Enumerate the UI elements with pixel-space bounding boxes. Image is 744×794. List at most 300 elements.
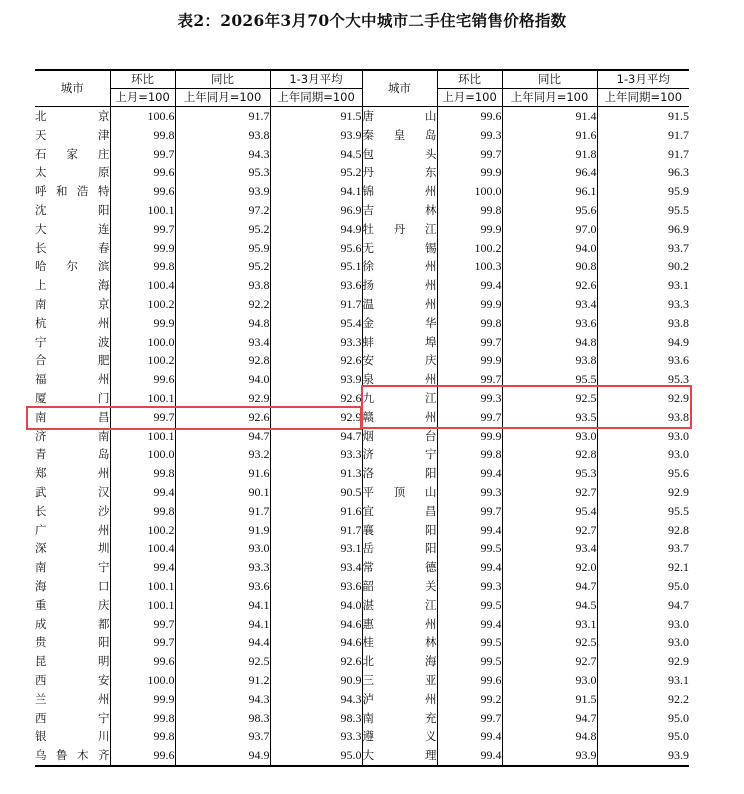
mom-value-right: 99.4: [437, 464, 502, 483]
avg-value-right: 93.0: [597, 633, 689, 652]
yoy-value-left: 92.9: [175, 389, 270, 408]
header-mom-right: 环比: [437, 70, 502, 89]
yoy-value-left: 95.2: [175, 257, 270, 276]
avg-value-right: 96.9: [597, 220, 689, 239]
city-name-right: 宜昌: [362, 502, 437, 521]
yoy-value-right: 94.8: [502, 727, 597, 746]
header-avg-right: 1-3月平均: [597, 70, 689, 89]
avg-value-right: 96.3: [597, 163, 689, 182]
table-row: [35, 257, 689, 276]
avg-value-right: 95.0: [597, 727, 689, 746]
mom-value-left: 100.1: [110, 577, 175, 596]
yoy-value-left: 94.9: [175, 746, 270, 766]
city-name-left: 深圳: [35, 541, 110, 556]
yoy-value-right: 95.6: [502, 201, 597, 220]
yoy-value-left: 93.6: [175, 577, 270, 596]
table-row: [35, 633, 689, 652]
mom-value-right: 99.7: [437, 709, 502, 728]
yoy-value-right: 91.6: [502, 126, 597, 145]
table-row: [35, 239, 689, 258]
mom-value-left: 99.6: [110, 652, 175, 671]
table-row: [35, 539, 689, 558]
mom-value-left: 99.8: [110, 709, 175, 728]
mom-value-left: 99.6: [110, 370, 175, 389]
mom-value-left: 99.4: [110, 483, 175, 502]
avg-value-right: 92.9: [597, 483, 689, 502]
avg-value-left: 90.5: [270, 483, 362, 502]
header-mom-base-left: 上月=100: [110, 89, 175, 107]
avg-value-right: 93.1: [597, 276, 689, 295]
mom-value-left: 99.7: [110, 615, 175, 634]
avg-value-left: 94.9: [270, 220, 362, 239]
table-row: [35, 201, 689, 220]
mom-value-left: 99.4: [110, 558, 175, 577]
avg-value-right: 94.7: [597, 596, 689, 615]
mom-value-right: 99.7: [437, 370, 502, 389]
city-name-left: 济南: [35, 428, 110, 443]
table-row: [35, 577, 689, 596]
city-name-right: 金华: [362, 314, 437, 333]
mom-value-right: 99.9: [437, 295, 502, 314]
city-name-right: 惠州: [362, 615, 437, 634]
avg-value-left: 95.6: [270, 239, 362, 258]
yoy-value-left: 94.4: [175, 633, 270, 652]
avg-value-left: 94.1: [270, 182, 362, 201]
mom-value-left: 100.4: [110, 276, 175, 295]
table-row: [35, 483, 689, 502]
mom-value-left: 100.6: [110, 107, 175, 126]
table-row: [35, 727, 689, 746]
mom-value-left: 100.0: [110, 333, 175, 352]
avg-value-left: 94.7: [270, 427, 362, 446]
mom-value-right: 99.5: [437, 596, 502, 615]
table-row: [35, 370, 689, 389]
header-avg-base-left: 上年同期=100: [270, 89, 362, 107]
mom-value-right: 99.4: [437, 615, 502, 634]
price-index-table: [35, 69, 689, 767]
city-name-left: 武汉: [35, 484, 110, 499]
city-name-right: 韶关: [362, 577, 437, 596]
avg-value-left: 92.6: [270, 351, 362, 370]
avg-value-left: 94.0: [270, 596, 362, 615]
yoy-value-right: 93.4: [502, 539, 597, 558]
mom-value-right: 99.3: [437, 389, 502, 408]
table-row: [35, 427, 689, 446]
avg-value-left: 93.6: [270, 276, 362, 295]
city-name-right: 烟台: [362, 427, 437, 446]
mom-value-right: 99.4: [437, 276, 502, 295]
mom-value-right: 99.5: [437, 652, 502, 671]
yoy-value-right: 93.6: [502, 314, 597, 333]
avg-value-left: 96.9: [270, 201, 362, 220]
city-name-right: 洛阳: [362, 464, 437, 483]
avg-value-right: 93.0: [597, 615, 689, 634]
city-name-right: 常德: [362, 558, 437, 577]
yoy-value-left: 94.3: [175, 145, 270, 164]
avg-value-left: 94.6: [270, 615, 362, 634]
table-row: [35, 408, 689, 427]
avg-value-left: 91.6: [270, 502, 362, 521]
mom-value-left: 100.2: [110, 521, 175, 540]
mom-value-right: 99.9: [437, 163, 502, 182]
city-name-right: 牡丹江: [362, 220, 437, 239]
yoy-value-left: 94.1: [175, 596, 270, 615]
mom-value-left: 99.7: [110, 408, 175, 427]
city-name-right: 丹东: [362, 163, 437, 182]
yoy-value-left: 91.2: [175, 671, 270, 690]
table-row: [35, 145, 689, 164]
mom-value-right: 100.0: [437, 182, 502, 201]
mom-value-left: 100.0: [110, 445, 175, 464]
table-row: [35, 464, 689, 483]
yoy-value-left: 95.2: [175, 220, 270, 239]
mom-value-left: 99.8: [110, 464, 175, 483]
yoy-value-right: 92.0: [502, 558, 597, 577]
mom-value-left: 100.4: [110, 539, 175, 558]
table-row: [35, 558, 689, 577]
yoy-value-left: 93.7: [175, 727, 270, 746]
avg-value-left: 92.9: [270, 408, 362, 427]
mom-value-right: 99.8: [437, 201, 502, 220]
city-name-left: 南京: [35, 296, 110, 311]
table-row: [35, 746, 689, 766]
city-name-right: 泉州: [362, 370, 437, 389]
header-avg-left: 1-3月平均: [270, 70, 362, 89]
avg-value-right: 92.9: [597, 389, 689, 408]
avg-value-right: 93.1: [597, 671, 689, 690]
avg-value-right: 95.5: [597, 201, 689, 220]
yoy-value-left: 95.3: [175, 163, 270, 182]
table-title: 表2：2026年3月70个大中城市二手住宅销售价格指数: [177, 11, 567, 30]
mom-value-right: 99.7: [437, 502, 502, 521]
header-yoy-base-right: 上年同月=100: [502, 89, 597, 107]
avg-value-left: 92.6: [270, 652, 362, 671]
mom-value-left: 100.2: [110, 351, 175, 370]
city-name-right: 赣州: [362, 408, 437, 427]
city-name-left: 天津: [35, 127, 110, 142]
avg-value-right: 93.3: [597, 295, 689, 314]
yoy-value-right: 92.7: [502, 652, 597, 671]
mom-value-left: 99.6: [110, 746, 175, 766]
avg-value-right: 92.2: [597, 690, 689, 709]
avg-value-left: 94.3: [270, 690, 362, 709]
yoy-value-right: 93.0: [502, 671, 597, 690]
avg-value-right: 91.7: [597, 145, 689, 164]
city-name-left: 广州: [35, 522, 110, 537]
yoy-value-right: 95.3: [502, 464, 597, 483]
yoy-value-left: 94.7: [175, 427, 270, 446]
avg-value-right: 91.7: [597, 126, 689, 145]
table-row: [35, 615, 689, 634]
city-name-right: 遵义: [362, 727, 437, 746]
city-name-right: 襄阳: [362, 521, 437, 540]
table-row: [35, 220, 689, 239]
yoy-value-right: 90.8: [502, 257, 597, 276]
avg-value-right: 92.9: [597, 652, 689, 671]
city-name-right: 无锡: [362, 239, 437, 258]
avg-value-left: 93.9: [270, 126, 362, 145]
avg-value-left: 93.4: [270, 558, 362, 577]
city-name-right: 湛江: [362, 596, 437, 615]
yoy-value-left: 97.2: [175, 201, 270, 220]
table-row: [35, 445, 689, 464]
yoy-value-right: 95.4: [502, 502, 597, 521]
city-name-left: 合肥: [35, 353, 110, 368]
avg-value-left: 95.0: [270, 746, 362, 766]
avg-value-left: 93.6: [270, 577, 362, 596]
yoy-value-right: 91.8: [502, 145, 597, 164]
yoy-value-right: 93.0: [502, 427, 597, 446]
avg-value-right: 95.6: [597, 464, 689, 483]
avg-value-left: 91.3: [270, 464, 362, 483]
avg-value-right: 92.1: [597, 558, 689, 577]
avg-value-left: 93.3: [270, 727, 362, 746]
yoy-value-left: 91.9: [175, 521, 270, 540]
table-body: [35, 107, 689, 766]
city-name-left: 福州: [35, 372, 110, 387]
avg-value-left: 94.6: [270, 633, 362, 652]
city-name-left: 呼和浩特: [35, 184, 110, 199]
table-row: [35, 107, 689, 126]
mom-value-right: 99.3: [437, 483, 502, 502]
mom-value-left: 99.8: [110, 727, 175, 746]
mom-value-left: 99.9: [110, 239, 175, 258]
mom-value-right: 99.8: [437, 445, 502, 464]
avg-value-left: 93.3: [270, 445, 362, 464]
city-name-right: 扬州: [362, 276, 437, 295]
header-avg-base-right: 上年同期=100: [597, 89, 689, 107]
mom-value-left: 99.6: [110, 163, 175, 182]
table-row: [35, 389, 689, 408]
yoy-value-right: 93.8: [502, 351, 597, 370]
header-city-right: 城市: [362, 70, 437, 107]
yoy-value-right: 92.6: [502, 276, 597, 295]
city-name-left: 兰州: [35, 691, 110, 706]
mom-value-right: 99.9: [437, 427, 502, 446]
avg-value-left: 95.1: [270, 257, 362, 276]
mom-value-left: 99.8: [110, 126, 175, 145]
city-name-left: 大连: [35, 221, 110, 236]
city-name-right: 吉林: [362, 201, 437, 220]
avg-value-right: 93.8: [597, 408, 689, 427]
header-yoy-base-left: 上年同月=100: [175, 89, 270, 107]
avg-value-right: 93.7: [597, 539, 689, 558]
avg-value-left: 98.3: [270, 709, 362, 728]
yoy-value-left: 91.6: [175, 464, 270, 483]
city-name-right: 平顶山: [362, 483, 437, 502]
city-name-right: 锦州: [362, 182, 437, 201]
mom-value-left: 99.7: [110, 145, 175, 164]
mom-value-left: 100.1: [110, 596, 175, 615]
yoy-value-left: 92.8: [175, 351, 270, 370]
yoy-value-right: 93.9: [502, 746, 597, 766]
yoy-value-right: 94.8: [502, 333, 597, 352]
header-mom-base-right: 上月=100: [437, 89, 502, 107]
yoy-value-left: 92.6: [175, 408, 270, 427]
city-name-left: 银川: [35, 729, 110, 744]
mom-value-right: 99.4: [437, 746, 502, 766]
avg-value-right: 95.0: [597, 709, 689, 728]
header-yoy-left: 同比: [175, 70, 270, 89]
mom-value-right: 99.9: [437, 220, 502, 239]
avg-value-right: 93.0: [597, 427, 689, 446]
city-name-right: 北海: [362, 652, 437, 671]
avg-value-right: 94.9: [597, 333, 689, 352]
mom-value-left: 99.9: [110, 314, 175, 333]
table-row: [35, 671, 689, 690]
city-name-right: 济宁: [362, 445, 437, 464]
yoy-value-right: 92.7: [502, 483, 597, 502]
city-name-left: 青岛: [35, 447, 110, 462]
yoy-value-left: 90.1: [175, 483, 270, 502]
yoy-value-right: 93.1: [502, 615, 597, 634]
city-name-left: 石家庄: [35, 146, 110, 161]
mom-value-left: 100.1: [110, 427, 175, 446]
city-name-right: 九江: [362, 389, 437, 408]
mom-value-left: 99.7: [110, 633, 175, 652]
table-row: [35, 314, 689, 333]
avg-value-right: 93.8: [597, 314, 689, 333]
avg-value-left: 91.5: [270, 107, 362, 126]
mom-value-left: 99.7: [110, 220, 175, 239]
mom-value-right: 99.6: [437, 107, 502, 126]
city-name-left: 西宁: [35, 710, 110, 725]
city-name-right: 岳阳: [362, 539, 437, 558]
yoy-value-right: 92.7: [502, 521, 597, 540]
yoy-value-left: 93.4: [175, 333, 270, 352]
avg-value-left: 93.3: [270, 333, 362, 352]
yoy-value-right: 95.5: [502, 370, 597, 389]
mom-value-right: 99.9: [437, 351, 502, 370]
avg-value-right: 95.0: [597, 577, 689, 596]
city-name-left: 上海: [35, 278, 110, 293]
header-mom-left: 环比: [110, 70, 175, 89]
avg-value-left: 94.5: [270, 145, 362, 164]
mom-value-left: 100.0: [110, 671, 175, 690]
yoy-value-left: 95.9: [175, 239, 270, 258]
mom-value-right: 99.6: [437, 671, 502, 690]
mom-value-right: 99.7: [437, 333, 502, 352]
table-row: [35, 351, 689, 370]
avg-value-left: 95.4: [270, 314, 362, 333]
city-name-right: 温州: [362, 295, 437, 314]
yoy-value-left: 93.0: [175, 539, 270, 558]
avg-value-left: 91.7: [270, 295, 362, 314]
table-row: [35, 521, 689, 540]
avg-value-right: 90.2: [597, 257, 689, 276]
table-row: [35, 163, 689, 182]
mom-value-left: 100.2: [110, 295, 175, 314]
avg-value-left: 93.9: [270, 370, 362, 389]
yoy-value-left: 94.3: [175, 690, 270, 709]
avg-value-left: 92.6: [270, 389, 362, 408]
city-name-left: 海口: [35, 578, 110, 593]
mom-value-right: 99.4: [437, 558, 502, 577]
city-name-right: 大理: [362, 746, 437, 766]
yoy-value-right: 96.1: [502, 182, 597, 201]
city-name-left: 贵阳: [35, 635, 110, 650]
city-name-right: 桂林: [362, 633, 437, 652]
mom-value-right: 100.3: [437, 257, 502, 276]
yoy-value-right: 93.4: [502, 295, 597, 314]
header-city-left: 城市: [35, 70, 110, 107]
table-row: [35, 596, 689, 615]
yoy-value-right: 92.5: [502, 389, 597, 408]
city-name-right: 三亚: [362, 671, 437, 690]
mom-value-left: 99.6: [110, 182, 175, 201]
city-name-left: 北京: [35, 109, 110, 123]
yoy-value-right: 92.5: [502, 633, 597, 652]
yoy-value-left: 93.9: [175, 182, 270, 201]
yoy-value-right: 91.5: [502, 690, 597, 709]
avg-value-right: 95.5: [597, 502, 689, 521]
yoy-value-left: 94.8: [175, 314, 270, 333]
avg-value-right: 93.7: [597, 239, 689, 258]
city-name-left: 昆明: [35, 654, 110, 669]
mom-value-right: 99.2: [437, 690, 502, 709]
table-row: [35, 126, 689, 145]
avg-value-left: 95.2: [270, 163, 362, 182]
mom-value-right: 99.7: [437, 145, 502, 164]
yoy-value-left: 91.7: [175, 107, 270, 126]
table-row: [35, 182, 689, 201]
yoy-value-right: 91.4: [502, 107, 597, 126]
city-name-left: 成都: [35, 616, 110, 631]
city-name-left: 南昌: [35, 409, 110, 424]
avg-value-left: 93.1: [270, 539, 362, 558]
mom-value-left: 99.9: [110, 690, 175, 709]
avg-value-left: 90.9: [270, 671, 362, 690]
yoy-value-right: 94.7: [502, 709, 597, 728]
city-name-left: 宁波: [35, 334, 110, 349]
yoy-value-right: 94.0: [502, 239, 597, 258]
table-row: [35, 690, 689, 709]
avg-value-right: 92.8: [597, 521, 689, 540]
yoy-value-left: 94.1: [175, 615, 270, 634]
city-name-right: 徐州: [362, 257, 437, 276]
mom-value-left: 100.1: [110, 389, 175, 408]
city-name-left: 重庆: [35, 597, 110, 612]
city-name-left: 南宁: [35, 560, 110, 575]
yoy-value-left: 92.2: [175, 295, 270, 314]
table-row: [35, 502, 689, 521]
city-name-right: 秦皇岛: [362, 126, 437, 145]
avg-value-right: 91.5: [597, 107, 689, 126]
mom-value-left: 100.1: [110, 201, 175, 220]
mom-value-right: 99.4: [437, 727, 502, 746]
yoy-value-left: 93.8: [175, 276, 270, 295]
mom-value-right: 99.5: [437, 539, 502, 558]
table-row: [35, 709, 689, 728]
yoy-value-left: 93.3: [175, 558, 270, 577]
yoy-value-left: 92.5: [175, 652, 270, 671]
yoy-value-right: 92.8: [502, 445, 597, 464]
avg-value-right: 95.9: [597, 182, 689, 201]
yoy-value-left: 93.2: [175, 445, 270, 464]
mom-value-right: 100.2: [437, 239, 502, 258]
mom-value-left: 99.8: [110, 257, 175, 276]
yoy-value-left: 94.0: [175, 370, 270, 389]
yoy-value-left: 93.8: [175, 126, 270, 145]
city-name-left: 长春: [35, 240, 110, 255]
mom-value-right: 99.7: [437, 408, 502, 427]
yoy-value-right: 96.4: [502, 163, 597, 182]
city-name-left: 杭州: [35, 315, 110, 330]
table-row: [35, 652, 689, 671]
mom-value-left: 99.8: [110, 502, 175, 521]
city-name-left: 太原: [35, 165, 110, 180]
city-name-right: 蚌埠: [362, 333, 437, 352]
